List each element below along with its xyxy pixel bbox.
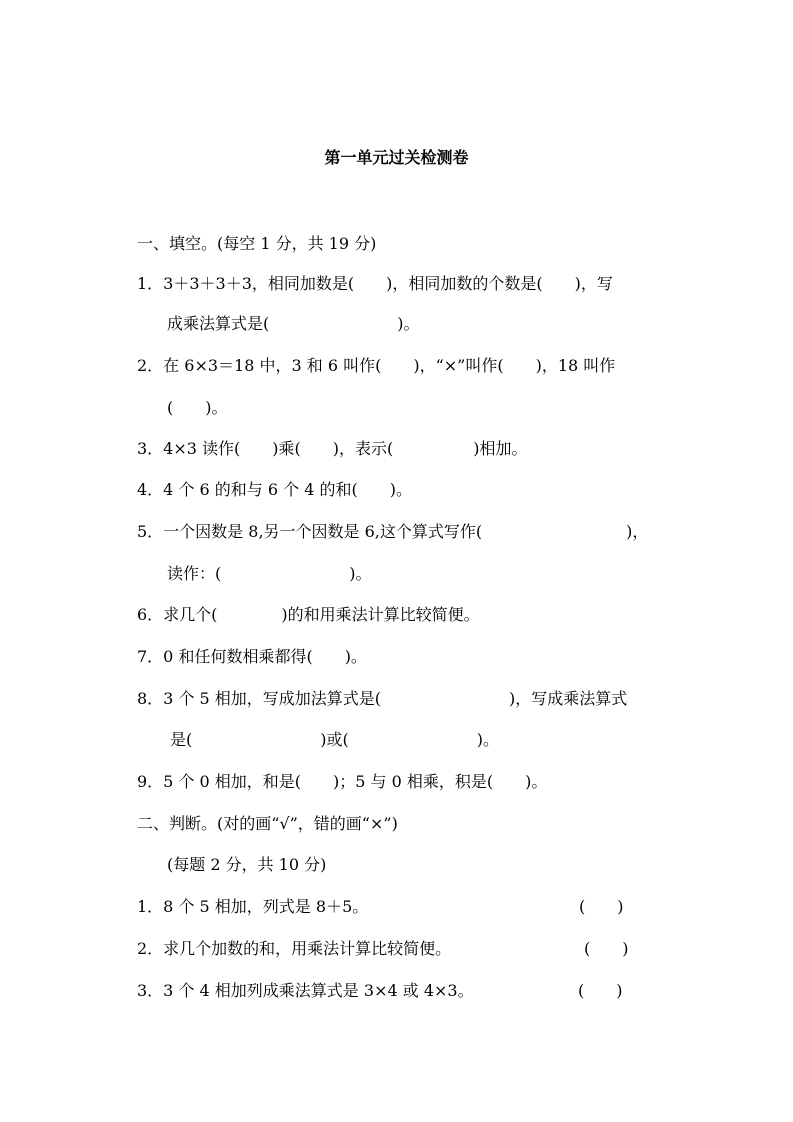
- page-title: 第一单元过关检测卷: [324, 148, 469, 167]
- judge-item-2-answer: ( ): [584, 939, 629, 958]
- section1-heading: 一、填空。(每空 1 分，共 19 分): [137, 234, 377, 253]
- judge-item-2-text: 2．求几个加数的和，用乘法计算比较简便。: [137, 939, 452, 958]
- question-2-line-2: ( )。: [167, 398, 228, 417]
- question-2-line-1: 2．在 6×3＝18 中，3 和 6 叫作( )，“×”叫作( )，18 叫作: [137, 356, 616, 375]
- judge-item-1-answer: ( ): [579, 897, 624, 916]
- judge-item-3-answer: ( ): [578, 981, 623, 1000]
- question-7: 7．0 和任何数相乘都得( )。: [137, 647, 367, 666]
- question-5-line-1: 5．一个因数是 8,另一个因数是 6,这个算式写作( )，: [137, 522, 649, 541]
- judge-item-3-text: 3．3 个 4 相加列成乘法算式是 3×4 或 4×3。: [137, 981, 474, 1000]
- question-6: 6．求几个( )的和用乘法计算比较简便。: [137, 605, 480, 624]
- question-8-line-2: 是( )或( )。: [170, 730, 499, 749]
- question-3: 3．4×3 读作( )乘( )，表示( )相加。: [137, 439, 528, 458]
- judge-item-1-text: 1．8 个 5 相加，列式是 8＋5。: [137, 897, 369, 916]
- question-1-line-1: 1．3＋3＋3＋3，相同加数是( )，相同加数的个数是( )，写: [137, 274, 613, 293]
- question-9: 9．5 个 0 相加，和是( )；5 与 0 相乘，积是( )。: [137, 772, 548, 791]
- section2-heading: 二、判断。(对的画“√”，错的画“×”): [137, 814, 398, 833]
- question-8-line-1: 8．3 个 5 相加，写成加法算式是( )，写成乘法算式: [137, 689, 628, 708]
- question-5-line-2: 读作：( )。: [167, 564, 372, 583]
- question-4: 4．4 个 6 的和与 6 个 4 的和( )。: [137, 480, 412, 499]
- question-1-line-2: 成乘法算式是( )。: [167, 314, 420, 333]
- section2-subheading: (每题 2 分，共 10 分): [167, 855, 327, 874]
